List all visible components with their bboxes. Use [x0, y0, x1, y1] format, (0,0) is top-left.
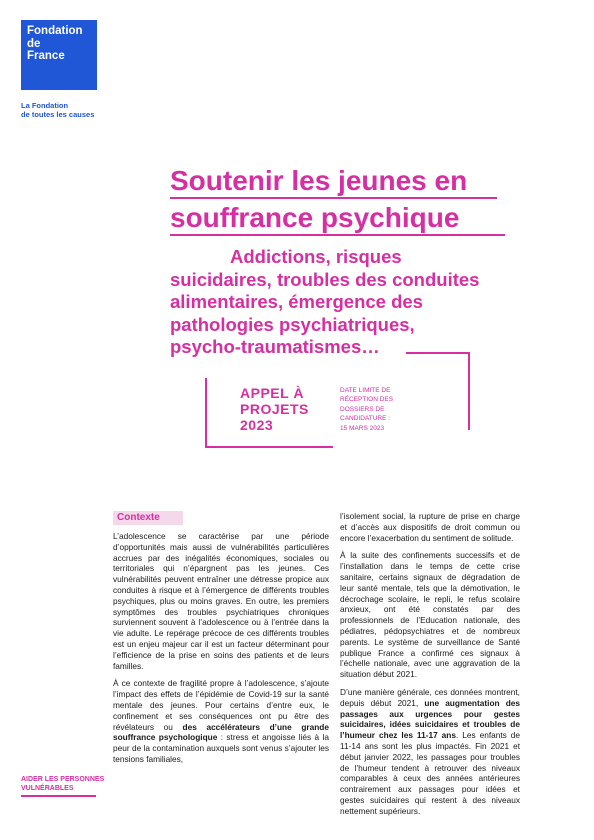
- appel-line-2: PROJETS: [240, 401, 309, 417]
- subtitle-line-5: psycho-traumatismes…: [170, 336, 380, 357]
- footer-category: [21, 775, 104, 793]
- deadline-line-1: DATE LIMITE DE: [340, 387, 391, 394]
- paragraph-text: D’une manière générale, ces données montrent, depuis début 2021,: [340, 686, 520, 708]
- logo-line-3: France: [27, 50, 65, 62]
- paragraph: L’adolescence se caractérise par une période d’opportunités mais aussi de vulnérabilités particulières accrues par des inégalités économiques, sociales ou territoriales qui n’épargnent pas les jeunes. Ces vulnérabilités peuvent entraîner une détresse propice aux conduites à risque et à l’émergence de différents troubles psychiques, plus ou moins graves. En outre, les premiers symptômes des troubles psychiatriques chroniques surviennent souvent à l’adolescence ou à l’entrée dans la vie adulte. Le repérage précoce de ces différents troubles est un enjeu majeur car il est un facteur déterminant pour l’efficience de la prise en soins des patients et de leurs familles.: [113, 531, 329, 671]
- frame-bottom-rule: [205, 446, 333, 448]
- paragraph: [340, 687, 520, 817]
- title-line-1: Soutenir les jeunes en: [170, 165, 468, 196]
- tagline: [21, 101, 94, 119]
- appel-line-3: 2023: [240, 417, 274, 433]
- call-for-projects: [240, 385, 309, 433]
- section-label-contexte: Contexte: [113, 511, 183, 525]
- page-title: [170, 162, 550, 236]
- paragraph: À la suite des confinements successifs et de l’installation dans le temps de cette crise sanitaire, certains signaux de dégradation de leur santé mentale, tels que la démotivation, le décrochage scolaire, le repli, le refus scolaire anxieux, ont été constatés par des professionnels de l’Education nationale, des pédiatres, pédopsychiatres et de nombreux parents. Le système de surveillance de Santé publique France a confirmé ces signaux à l’échelle nationale, avec une aggravation de la situation début 2021.: [340, 550, 520, 680]
- paragraph-text: . Les enfants de 11-14 ans sont les plus impactés. Fin 2021 et début janvier 2022, les passages pour troubles de l’humeur tendent à retrouver des niveaux comparables à ceux des années antérieures contrairement aux passages pour idées et gestes suicidaires qui restent à des niveaux nettement supérieurs.: [340, 730, 521, 816]
- subtitle-line-1: Addictions, risques: [230, 246, 402, 267]
- footer-line-2: VULNÉRABLES: [21, 785, 74, 792]
- appel-line-1: APPEL À: [240, 385, 304, 401]
- title-line-2: souffrance psychique: [170, 202, 460, 233]
- frame-right-rule: [468, 352, 470, 430]
- fondation-de-france-logo: [21, 20, 97, 90]
- deadline-line-2: RÉCEPTION DES: [340, 396, 394, 404]
- tagline-line-2: de toutes les causes: [21, 110, 95, 119]
- footer-rule: [21, 795, 96, 797]
- body-column-2: [340, 511, 520, 824]
- paragraph-emphasis: des accélérateurs d’une grande souffrance psychologique: [113, 721, 329, 743]
- frame-top-rule: [406, 352, 470, 354]
- paragraph-emphasis: une augmentation des passages aux urgences pour gestes suicidaires, idées suicidaires et troubles de l’humeur chez les 11-17 ans: [340, 697, 520, 741]
- deadline-text: [340, 386, 393, 433]
- frame-left-rule: [205, 378, 207, 448]
- subtitle-line-2: suicidaires, troubles des conduites: [170, 268, 480, 290]
- deadline-line-5: 15 MARS 2023: [340, 424, 385, 432]
- paragraph-text: À ce contexte de fragilité propre à l’adolescence, s’ajoute l’impact des effets de l’épidémie de Covid-19 sur la santé mentale des jeunes. Pour certains d’entre eux, le confinement et ses conséquences ont pu être des révélateurs ou: [113, 678, 329, 732]
- subtitle-line-3: alimentaires, émergence des: [170, 291, 423, 312]
- footer-line-1: AIDER LES PERSONNES: [21, 776, 105, 783]
- subtitle-line-4: pathologies psychiatriques,: [170, 313, 415, 335]
- tagline-line-1: La Fondation: [21, 101, 69, 110]
- logo-line-1: Fondation: [27, 25, 83, 37]
- deadline-line-4: CANDIDATURE :: [340, 415, 391, 423]
- deadline-line-3: DOSSIERS DE: [340, 405, 385, 413]
- paragraph-text: : stress et angoisse liés à la peur de la contamination auxquels sont venus s’ajouter les tensions familiales,: [113, 732, 329, 764]
- body-column-1: [113, 531, 329, 772]
- paragraph: [113, 678, 329, 764]
- paragraph: l’isolement social, la rupture de prise en charge et d’accès aux dispositifs de droit commun ou encore l’exacerbation du sentiment de solitude.: [340, 511, 520, 543]
- logo-line-2: de: [27, 37, 41, 50]
- subtitle: [170, 246, 510, 359]
